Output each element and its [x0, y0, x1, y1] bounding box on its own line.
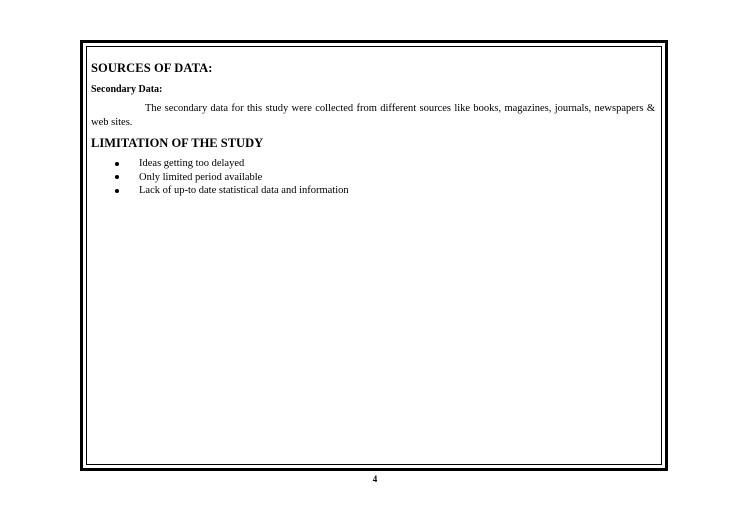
page-border	[80, 40, 668, 471]
list-item-text: Lack of up-to date statistical data and information	[139, 185, 349, 196]
list-item-text: Only limited period available	[139, 171, 263, 183]
bullet-icon	[115, 189, 119, 193]
list-item-text: Ideas getting too delayed	[139, 158, 245, 169]
list-item	[115, 184, 655, 198]
sources-of-data-heading: SOURCES OF DATA:	[91, 61, 213, 75]
page-number: 4	[372, 474, 378, 484]
list-item	[115, 157, 655, 171]
bullet-icon	[115, 175, 119, 179]
secondary-data-heading: Secondary Data:	[91, 84, 163, 95]
bullet-icon	[115, 162, 119, 166]
page-content	[91, 61, 655, 198]
secondary-data-paragraph: The secondary data for this study were collected from different sources like books, magazines, journals, newspapers & web sites.	[91, 103, 655, 128]
limitation-list	[91, 157, 655, 198]
limitation-heading: LIMITATION OF THE STUDY	[91, 136, 264, 150]
list-item	[115, 171, 655, 185]
